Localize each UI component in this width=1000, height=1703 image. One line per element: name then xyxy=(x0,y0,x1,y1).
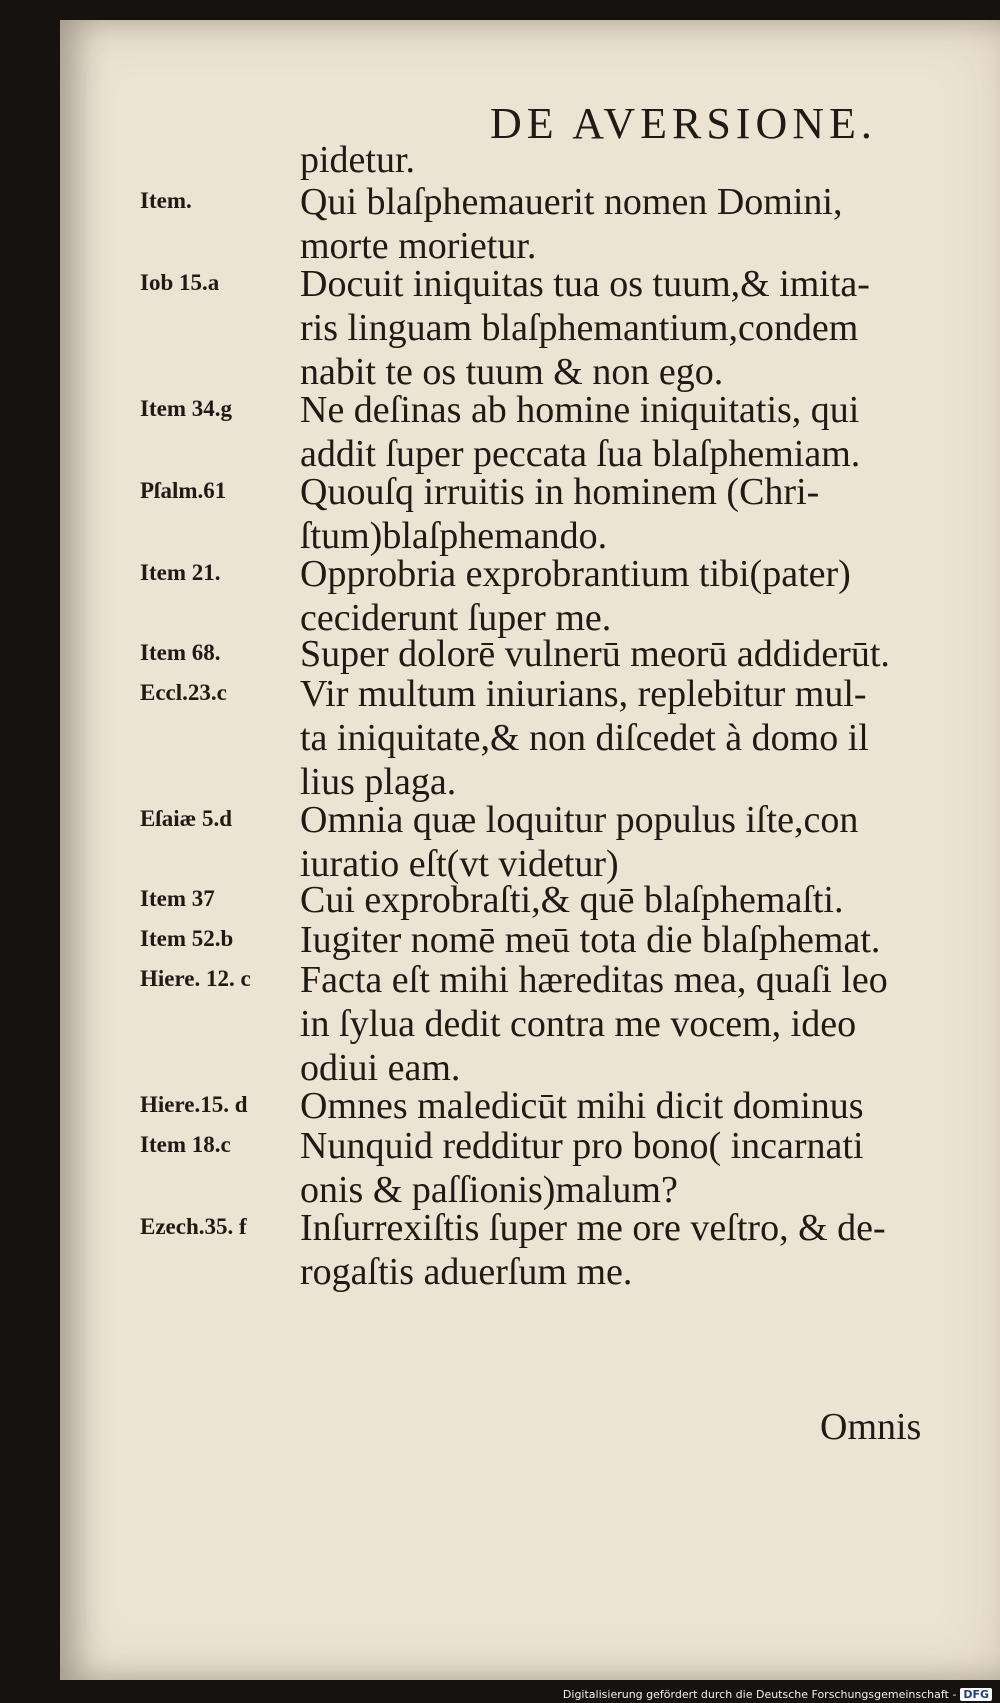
book-page xyxy=(60,20,1000,1680)
verse-text xyxy=(300,1206,1000,1294)
text-line: rogaſtis aduerſum me. xyxy=(300,1251,633,1293)
text-line: Qui blaſphemauerit nomen Domini, xyxy=(300,181,843,223)
text-line: Facta eſt mihi hæreditas mea, quaſi leo xyxy=(300,959,888,1001)
text-line: in ſylua dedit contra me vocem, ideo xyxy=(300,1003,857,1045)
text-line: Docuit iniquitas tua os tuum,& imita- xyxy=(300,263,870,305)
marginal-reference: Ezech.35. f xyxy=(140,1214,247,1239)
marginal-reference: Item 18.c xyxy=(140,1132,231,1157)
text-line: ta iniquitate,& non diſcedet à domo il xyxy=(300,717,869,759)
text-line: Ne deſinas ab homine iniquitatis, qui xyxy=(300,389,860,431)
verse-text xyxy=(300,552,1000,640)
dfg-logo-icon: DFG xyxy=(960,1688,992,1701)
marginal-reference: Item 52.b xyxy=(140,926,234,951)
text-line: Vir multum iniurians, replebitur mul- xyxy=(300,673,867,715)
text-line: ris linguam blaſphemantium,condem xyxy=(300,307,859,349)
verse-text xyxy=(300,180,1000,268)
text-line: onis & paſſionis)malum? xyxy=(300,1169,678,1211)
verse-text xyxy=(300,262,1000,394)
text-line: Iugiter nomē meū tota die blaſphemat. xyxy=(300,919,881,961)
marginal-reference: Eccl.23.c xyxy=(140,680,227,705)
marginal-reference: Pſalm.61 xyxy=(140,478,227,503)
text-line: Cui exprobraſti,& quē blaſphemaſti. xyxy=(300,879,844,921)
verse-text xyxy=(300,918,1000,962)
text-line: morte morietur. xyxy=(300,225,537,267)
text-line: ſtum)blaſphemando. xyxy=(300,515,608,557)
marginal-reference: Eſaiæ 5.d xyxy=(140,806,233,831)
verse-text xyxy=(300,672,1000,804)
verse-text xyxy=(300,1124,1000,1212)
digitization-credit xyxy=(563,1688,992,1701)
verse-text xyxy=(300,798,1000,886)
marginal-reference: Hiere.15. d xyxy=(140,1092,248,1117)
catchword: Omnis xyxy=(820,1406,922,1448)
text-line: Opprobria exprobrantium tibi(pater) xyxy=(300,553,851,595)
marginal-reference: Item 68. xyxy=(140,640,221,665)
text-line: iuratio eſt(vt videtur) xyxy=(300,843,619,885)
text-line: Inſurrexiſtis ſuper me ore veſtro, & de- xyxy=(300,1207,886,1249)
marginal-reference: Item 21. xyxy=(140,560,221,585)
text-line: ceciderunt ſuper me. xyxy=(300,597,612,639)
text-line: pidetur. xyxy=(300,139,416,181)
marginal-reference: Item 37 xyxy=(140,886,215,911)
marginal-reference: Iob 15.a xyxy=(140,270,220,295)
text-line: Omnia quæ loquitur populus iſte,con xyxy=(300,799,859,841)
verse-text xyxy=(300,470,1000,558)
verse-text xyxy=(300,878,1000,922)
marginal-reference: Item 34.g xyxy=(140,396,232,421)
marginal-reference: Item. xyxy=(140,188,192,213)
text-line: addit ſuper peccata ſua blaſphemiam. xyxy=(300,433,861,475)
verse-text xyxy=(300,388,1000,476)
text-line: nabit te os tuum & non ego. xyxy=(300,351,724,393)
text-line: Super dolorē vulnerū meorū addiderūt. xyxy=(300,633,890,675)
running-header: DE AVERSIONE. xyxy=(490,99,877,148)
text-line: Quouſq irruitis in hominem (Chri- xyxy=(300,471,820,513)
text-line: Omnes maledicūt mihi dicit dominus xyxy=(300,1085,864,1127)
credit-text: Digitalisierung gefördert durch die Deutsche Forschungsgemeinschaft - xyxy=(562,1688,957,1701)
marginal-reference: Hiere. 12. c xyxy=(140,966,251,991)
text-line: odiui eam. xyxy=(300,1047,461,1089)
text-line: lius plaga. xyxy=(300,761,457,803)
verse-text xyxy=(300,1084,1000,1128)
verse-text xyxy=(300,138,1000,182)
verse-text xyxy=(300,958,1000,1090)
verse-text xyxy=(300,632,1000,676)
text-line: Nunquid redditur pro bono( incarnati xyxy=(300,1125,864,1167)
